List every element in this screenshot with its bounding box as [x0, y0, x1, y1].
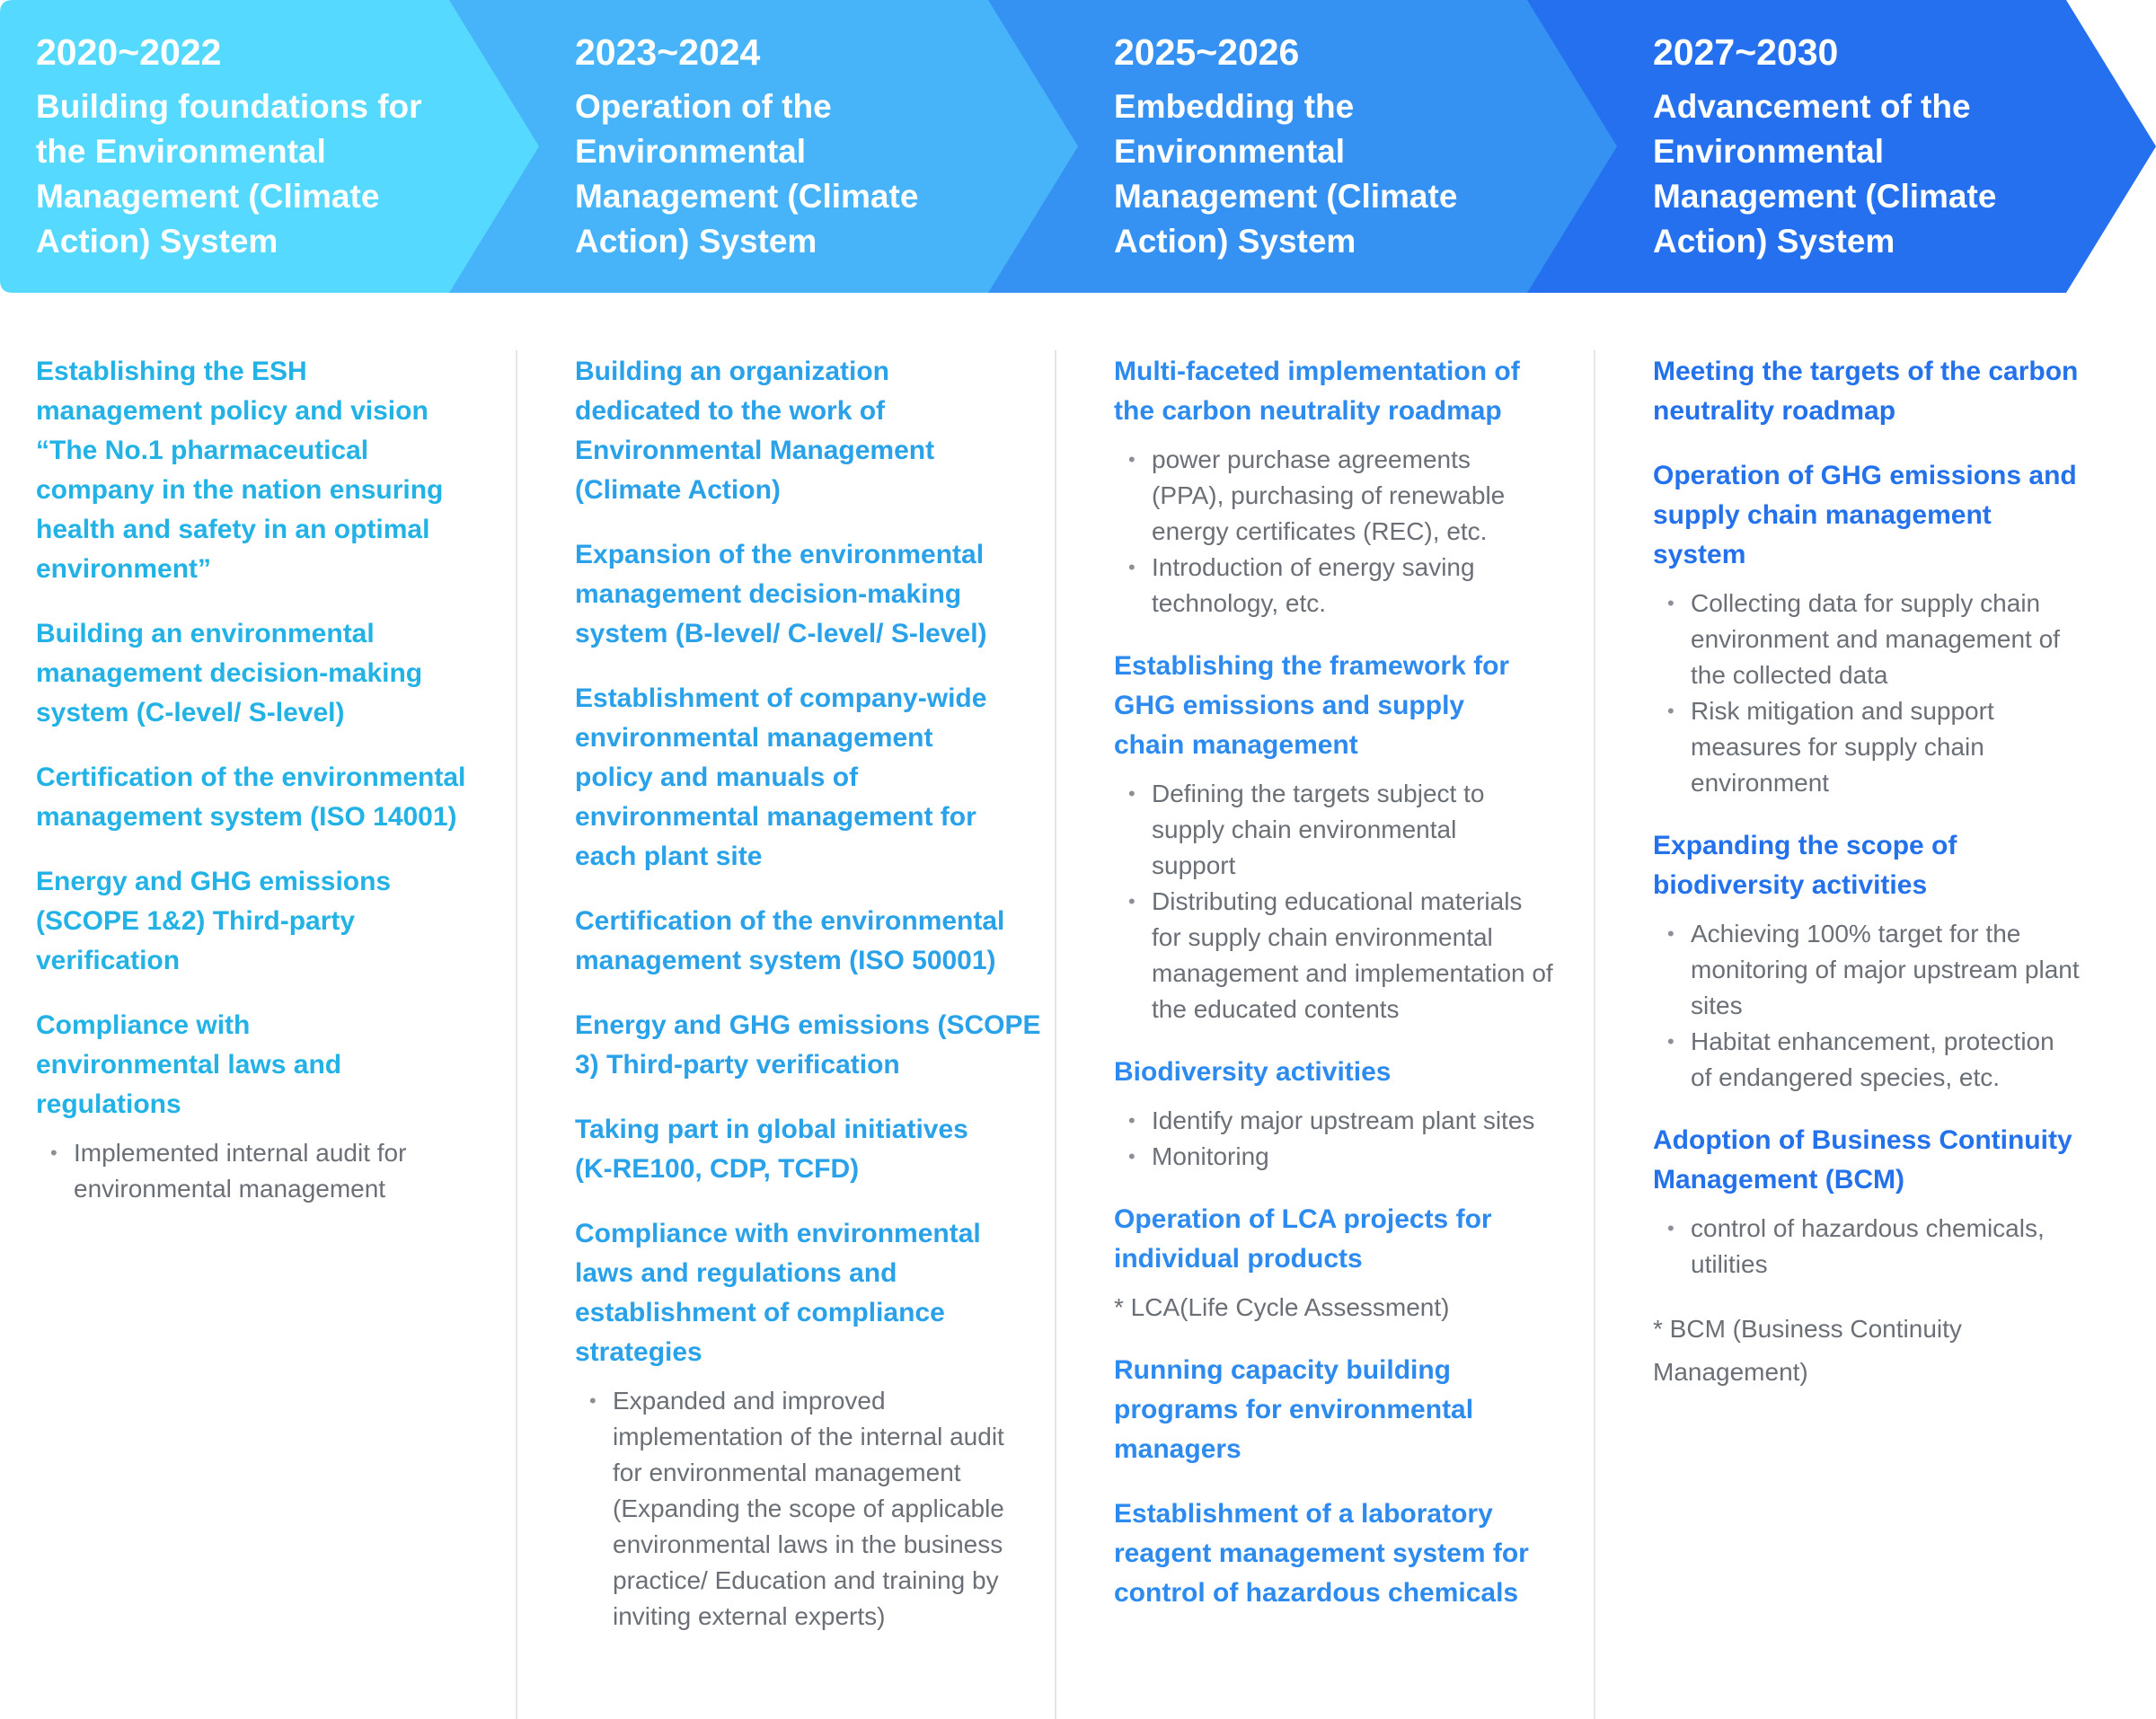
milestone-item	[575, 1214, 1042, 1635]
phase-banner	[0, 0, 2156, 293]
milestone-item	[575, 352, 1042, 510]
milestone-title: Building an organization dedicated to the work of Environmental Management (Climate Action)	[575, 357, 935, 505]
milestone-item	[1114, 1494, 1581, 1613]
bullet-item: • Defining the targets subject to supply chain environmental support	[1152, 776, 1529, 884]
bullet-item: • Achieving 100% target for the monitoring of major upstream plant sites	[1691, 916, 2086, 1024]
phase-1	[36, 27, 503, 264]
phase-2	[575, 27, 1042, 264]
phase-4	[1653, 27, 2120, 264]
milestone-item	[575, 1006, 1042, 1085]
bullet-item: • Monitoring	[1152, 1139, 1581, 1175]
milestone-title: Building an environmental management decision-making system (C-level/ S-level)	[36, 619, 423, 727]
phase-period: 2027~2030	[1653, 31, 1839, 73]
milestone-title: Establishing the ESH management policy and vision “The No.1 pharmaceutical company in the nation ensuring health and safety in an optimal environment”	[36, 357, 444, 584]
milestone-item	[1114, 1200, 1581, 1326]
milestone-title: Operation of LCA projects for individual products	[1114, 1204, 1492, 1274]
milestone-item	[1114, 352, 1581, 621]
milestone-title: Expanding the scope of biodiversity activities	[1653, 831, 1957, 900]
milestone-item	[36, 1006, 503, 1207]
milestone-item	[575, 1110, 1042, 1189]
column-divider	[516, 350, 517, 1719]
bullet-item: • Expanded and improved implementation of the internal audit for environmental management (Expanding the scope of applicable environmental laws in the business practice/ Education and training by inviting external experts)	[613, 1383, 1017, 1635]
milestone-title: Establishing the framework for GHG emissions and supply chain management	[1114, 651, 1510, 760]
phase-3	[1114, 27, 1581, 264]
column-divider	[1055, 350, 1056, 1719]
milestone-title: Establishment of company-wide environmental management policy and manuals of environmental management for each plant site	[575, 683, 987, 871]
phase-title: Embedding the Environmental Management (Climate Action) System	[1114, 88, 1458, 260]
milestone-title: Establishment of a laboratory reagent management system for control of hazardous chemicals	[1114, 1499, 1529, 1608]
milestone-title: Certification of the environmental management system (ISO 50001)	[575, 906, 1005, 975]
milestone-title: Adoption of Business Continuity Management (BCM)	[1653, 1125, 2072, 1194]
bullet-item: • Implemented internal audit for environmental management	[74, 1135, 451, 1207]
bullet-list	[1114, 776, 1581, 1027]
column-2023-2024	[575, 352, 1042, 1660]
milestone-item	[575, 535, 1042, 654]
milestone-title: Energy and GHG emissions (SCOPE 3) Third-party verification	[575, 1010, 1041, 1080]
bullet-list	[1114, 442, 1581, 621]
milestone-title: Biodiversity activities	[1114, 1057, 1392, 1087]
bullet-item: • Distributing educational materials for supply chain environmental management and implementation of the educated contents	[1152, 884, 1556, 1027]
bullet-list	[1653, 916, 2120, 1096]
milestone-item	[575, 902, 1042, 981]
milestone-title: Meeting the targets of the carbon neutrality roadmap	[1653, 357, 2079, 426]
milestone-title: Certification of the environmental management system (ISO 14001)	[36, 763, 466, 832]
bullet-item: • control of hazardous chemicals, utilities	[1691, 1211, 2068, 1283]
bullet-item: • Risk mitigation and support measures for supply chain environment	[1691, 693, 2068, 801]
milestone-item	[1653, 352, 2120, 431]
milestone-title: Taking part in global initiatives (K-RE100, CDP, TCFD)	[575, 1115, 968, 1184]
milestone-title: Compliance with environmental laws and regulations and establishment of compliance strategies	[575, 1219, 981, 1367]
bullet-list	[575, 1383, 1042, 1635]
phase-period: 2025~2026	[1114, 31, 1300, 73]
milestone-item	[36, 862, 503, 981]
bullet-item: • Introduction of energy saving technology, etc.	[1152, 550, 1529, 621]
column-2025-2026	[1114, 352, 1581, 1638]
bullet-list	[1114, 1103, 1581, 1175]
milestone-item	[1653, 1121, 2120, 1283]
milestone-item	[1653, 826, 2120, 1096]
column-2027-2030	[1653, 352, 2120, 1394]
bullet-item: • power purchase agreements (PPA), purchasing of renewable energy certificates (REC), etc.	[1152, 442, 1529, 550]
phase-period: 2020~2022	[36, 31, 222, 73]
milestone-item	[1114, 1351, 1581, 1469]
bullet-item: • Collecting data for supply chain environment and management of the collected data	[1691, 586, 2068, 693]
column-divider	[1594, 350, 1595, 1719]
bullet-item: • Identify major upstream plant sites	[1152, 1103, 1581, 1139]
milestone-title: Multi-faceted implementation of the carbon neutrality roadmap	[1114, 357, 1520, 426]
phase-title: Operation of the Environmental Management (Climate Action) System	[575, 88, 919, 260]
milestone-title: Operation of GHG emissions and supply chain management system	[1653, 461, 2077, 569]
milestone-item	[1114, 647, 1581, 1027]
bullet-list	[1653, 1211, 2120, 1283]
milestone-title: Energy and GHG emissions (SCOPE 1&2) Third-party verification	[36, 867, 392, 975]
milestone-item	[36, 758, 503, 837]
footnote: * LCA(Life Cycle Assessment)	[1114, 1293, 1450, 1321]
milestone-item	[1114, 1053, 1581, 1175]
footnote: * BCM (Business Continuity Management)	[1653, 1315, 1962, 1386]
phase-period: 2023~2024	[575, 31, 761, 73]
milestone-item	[575, 679, 1042, 877]
bullet-list	[1653, 586, 2120, 801]
milestone-item	[36, 352, 503, 589]
bullet-list	[36, 1135, 503, 1207]
milestone-item	[36, 614, 503, 733]
column-2020-2022	[36, 352, 503, 1232]
milestone-title: Expansion of the environmental management decision-making system (B-level/ C-level/ S-level)	[575, 540, 987, 648]
phase-title: Building foundations for the Environmental Management (Climate Action) System	[36, 88, 422, 260]
milestone-title: Compliance with environmental laws and regulations	[36, 1010, 342, 1119]
milestone-item	[1653, 456, 2120, 801]
phase-title: Advancement of the Environmental Management (Climate Action) System	[1653, 88, 1997, 260]
bullet-item: • Habitat enhancement, protection of endangered species, etc.	[1691, 1024, 2068, 1096]
milestone-title: Running capacity building programs for environmental managers	[1114, 1355, 1474, 1464]
